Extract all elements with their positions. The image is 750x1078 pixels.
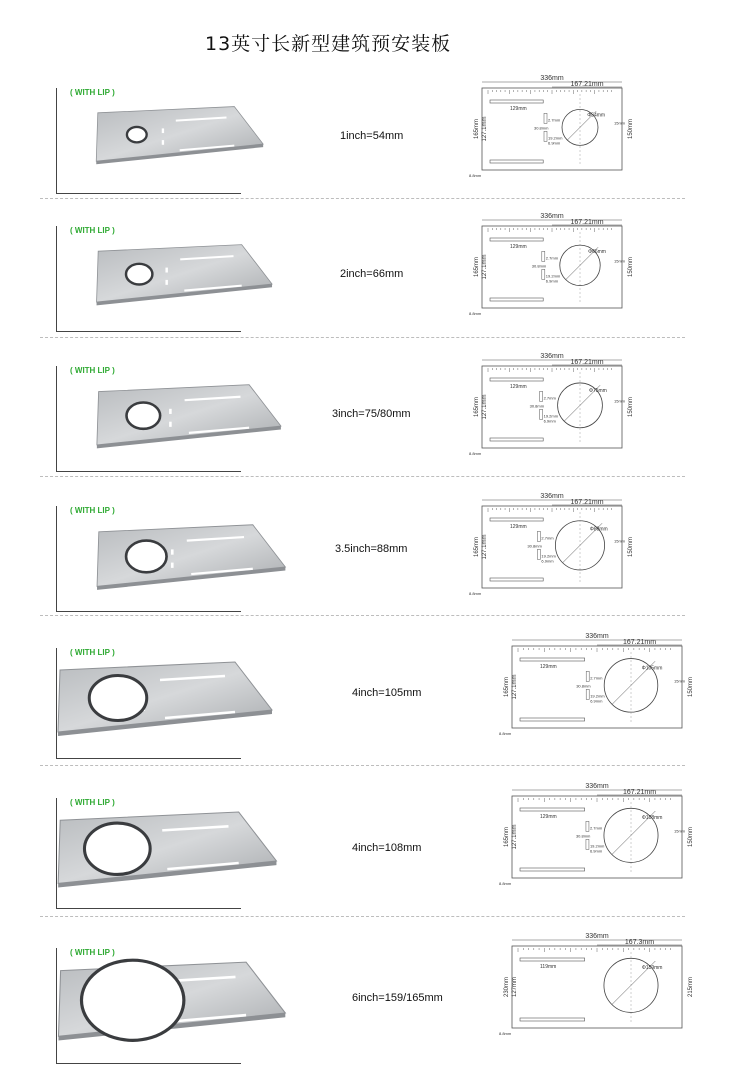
page-title: 13英寸长新型建筑预安装板 bbox=[205, 33, 452, 55]
row-divider bbox=[40, 337, 685, 338]
dim-slot: 129mm bbox=[540, 664, 557, 670]
size-spec: 1inch=54mm bbox=[340, 130, 404, 142]
with-lip-label: ( WITH LIP ) bbox=[70, 226, 115, 235]
row-divider bbox=[40, 198, 685, 199]
photo-frame-line bbox=[56, 758, 241, 759]
technical-drawing bbox=[467, 490, 657, 610]
dim-width: 336mm bbox=[540, 75, 564, 82]
dim-half: 167.21mm bbox=[622, 639, 657, 646]
dim-d5: 15mm bbox=[614, 120, 626, 126]
dim-d2: 2.7mm bbox=[545, 255, 559, 261]
photo-frame-line bbox=[56, 611, 241, 612]
dim-half: 167.21mm bbox=[570, 219, 604, 226]
dim-d2: 2.7mm bbox=[589, 825, 603, 831]
dim-slot: 119mm bbox=[540, 964, 557, 970]
mounting-plate-photo bbox=[40, 498, 300, 608]
dim-d4: 6.9mm bbox=[545, 278, 559, 284]
size-spec: 3inch=75/80mm bbox=[332, 408, 411, 420]
dim-d2: 2.7mm bbox=[543, 395, 556, 401]
row-divider bbox=[40, 476, 685, 477]
dim-side: 150mm bbox=[628, 536, 634, 558]
dim-side: 215mm bbox=[688, 976, 694, 998]
product-row bbox=[0, 633, 750, 770]
dim-inner: 127.1mm bbox=[482, 116, 488, 142]
dim-inner: 127.1mm bbox=[482, 534, 488, 560]
dim-height: 165mm bbox=[504, 676, 510, 698]
dim-half: 167.21mm bbox=[622, 789, 657, 796]
photo-frame-line bbox=[56, 908, 241, 909]
dim-d3: 19.2mm bbox=[548, 135, 563, 141]
size-spec: 3.5inch=88mm bbox=[335, 543, 408, 555]
dim-width: 336mm bbox=[540, 353, 564, 360]
dim-slot: 129mm bbox=[510, 524, 527, 530]
product-row bbox=[0, 353, 750, 488]
dim-bottom: 8.8mm bbox=[499, 881, 512, 886]
technical-drawing bbox=[497, 630, 717, 750]
dim-bottom: 8.8mm bbox=[469, 451, 482, 456]
dim-hole: Φ105mm bbox=[641, 665, 663, 672]
dim-slot: 129mm bbox=[510, 106, 527, 112]
dim-bottom: 8.8mm bbox=[469, 311, 482, 316]
size-spec: 2inch=66mm bbox=[340, 268, 404, 280]
dim-hole: Φ54mm bbox=[587, 112, 606, 119]
photo-frame-line bbox=[56, 1063, 241, 1064]
dim-height: 165mm bbox=[474, 396, 480, 418]
with-lip-label: ( WITH LIP ) bbox=[70, 798, 115, 807]
dim-inner: 127mm bbox=[512, 976, 518, 998]
dim-side: 150mm bbox=[688, 676, 694, 698]
dim-slot: 129mm bbox=[540, 814, 557, 820]
dim-d1: 30.8mm bbox=[576, 683, 591, 689]
product-row bbox=[0, 213, 750, 348]
mounting-plate-photo bbox=[40, 790, 300, 905]
dim-height: 165mm bbox=[474, 536, 480, 558]
product-row bbox=[0, 493, 750, 628]
dim-d5: 15mm bbox=[674, 678, 686, 684]
technical-drawing bbox=[467, 72, 657, 192]
row-divider bbox=[40, 765, 685, 766]
dim-half: 167.21mm bbox=[570, 499, 604, 506]
product-row bbox=[0, 933, 750, 1070]
row-divider bbox=[40, 916, 685, 917]
dim-bottom: 8.8mm bbox=[469, 173, 482, 178]
dim-side: 150mm bbox=[628, 118, 634, 140]
size-spec: 6inch=159/165mm bbox=[352, 992, 443, 1004]
with-lip-label: ( WITH LIP ) bbox=[70, 366, 115, 375]
dim-d4: 6.9mm bbox=[590, 698, 603, 704]
dim-width: 336mm bbox=[585, 633, 609, 640]
mounting-plate-photo bbox=[40, 218, 300, 328]
with-lip-label: ( WITH LIP ) bbox=[70, 506, 115, 515]
dim-side: 150mm bbox=[628, 256, 634, 278]
dim-width: 336mm bbox=[540, 493, 564, 500]
dim-width: 336mm bbox=[585, 933, 609, 940]
dim-inner: 127.1mm bbox=[482, 254, 488, 280]
dim-d3: 19.2mm bbox=[541, 553, 556, 559]
photo-frame-line bbox=[56, 193, 241, 194]
dim-d3: 19.2mm bbox=[590, 693, 605, 699]
dim-d1: 30.8mm bbox=[527, 543, 542, 549]
dim-d3: 19.2mm bbox=[545, 273, 561, 279]
mounting-plate-photo bbox=[40, 640, 300, 755]
mounting-plate-photo bbox=[40, 358, 300, 468]
photo-frame-line bbox=[56, 471, 241, 472]
dim-half: 167.3mm bbox=[624, 939, 655, 946]
dim-d2: 2.7mm bbox=[590, 675, 603, 681]
mounting-plate-photo bbox=[40, 80, 300, 190]
dim-d2: 2.7mm bbox=[548, 117, 561, 123]
dim-d3: 19.2mm bbox=[543, 413, 559, 419]
dim-height: 165mm bbox=[474, 256, 480, 278]
dim-hole: Φ75mm bbox=[588, 387, 607, 394]
with-lip-label: ( WITH LIP ) bbox=[70, 948, 115, 957]
dim-hole: Φ159mm bbox=[641, 965, 663, 972]
dim-slot: 129mm bbox=[510, 384, 527, 390]
dim-bottom: 8.8mm bbox=[469, 591, 482, 596]
dim-inner: 127.1mm bbox=[512, 674, 518, 700]
dim-hole: Φ108mm bbox=[641, 815, 663, 822]
dim-half: 167.21mm bbox=[570, 359, 604, 366]
dim-d1: 30.8mm bbox=[575, 833, 591, 839]
dim-d2: 2.7mm bbox=[541, 535, 554, 541]
product-row bbox=[0, 75, 750, 210]
row-divider bbox=[40, 615, 685, 616]
dim-d4: 6.9mm bbox=[541, 558, 554, 564]
dim-d4: 6.9mm bbox=[543, 418, 556, 424]
with-lip-label: ( WITH LIP ) bbox=[70, 648, 115, 657]
technical-drawing bbox=[497, 930, 717, 1050]
dim-d5: 15mm bbox=[614, 538, 626, 544]
dim-height: 230mm bbox=[504, 976, 510, 998]
dim-half: 167.21mm bbox=[570, 81, 604, 88]
photo-frame-line bbox=[56, 331, 241, 332]
technical-drawing bbox=[467, 210, 657, 330]
dim-height: 165mm bbox=[504, 826, 510, 848]
dim-hole: Φ66mm bbox=[588, 249, 606, 256]
dim-side: 150mm bbox=[688, 826, 694, 848]
dim-bottom: 8.8mm bbox=[499, 1031, 512, 1036]
dim-inner: 127.1mm bbox=[482, 394, 488, 420]
dim-width: 336mm bbox=[585, 783, 609, 790]
size-spec: 4inch=108mm bbox=[352, 842, 422, 854]
dim-d4: 6.9mm bbox=[548, 140, 561, 146]
technical-drawing bbox=[467, 350, 657, 470]
dim-width: 336mm bbox=[540, 213, 564, 220]
dim-d4: 6.9mm bbox=[589, 848, 603, 854]
product-row bbox=[0, 783, 750, 920]
dim-d5: 15mm bbox=[674, 828, 686, 834]
dim-d1: 30.8mm bbox=[534, 125, 549, 131]
mounting-plate-photo bbox=[40, 940, 300, 1060]
dim-d1: 30.8mm bbox=[529, 403, 545, 409]
technical-drawing bbox=[497, 780, 717, 900]
dim-d1: 30.8mm bbox=[531, 263, 547, 269]
dim-slot: 129mm bbox=[510, 244, 527, 250]
dim-d5: 15mm bbox=[614, 398, 626, 404]
dim-hole: Φ88mm bbox=[589, 526, 608, 533]
dim-side: 150mm bbox=[628, 396, 634, 418]
with-lip-label: ( WITH LIP ) bbox=[70, 88, 115, 97]
dim-height: 165mm bbox=[474, 118, 480, 140]
dim-inner: 127.1mm bbox=[512, 824, 518, 850]
size-spec: 4inch=105mm bbox=[352, 687, 422, 699]
dim-d5: 15mm bbox=[614, 258, 626, 264]
dim-d3: 19.2mm bbox=[589, 843, 605, 849]
dim-bottom: 8.8mm bbox=[499, 731, 512, 736]
